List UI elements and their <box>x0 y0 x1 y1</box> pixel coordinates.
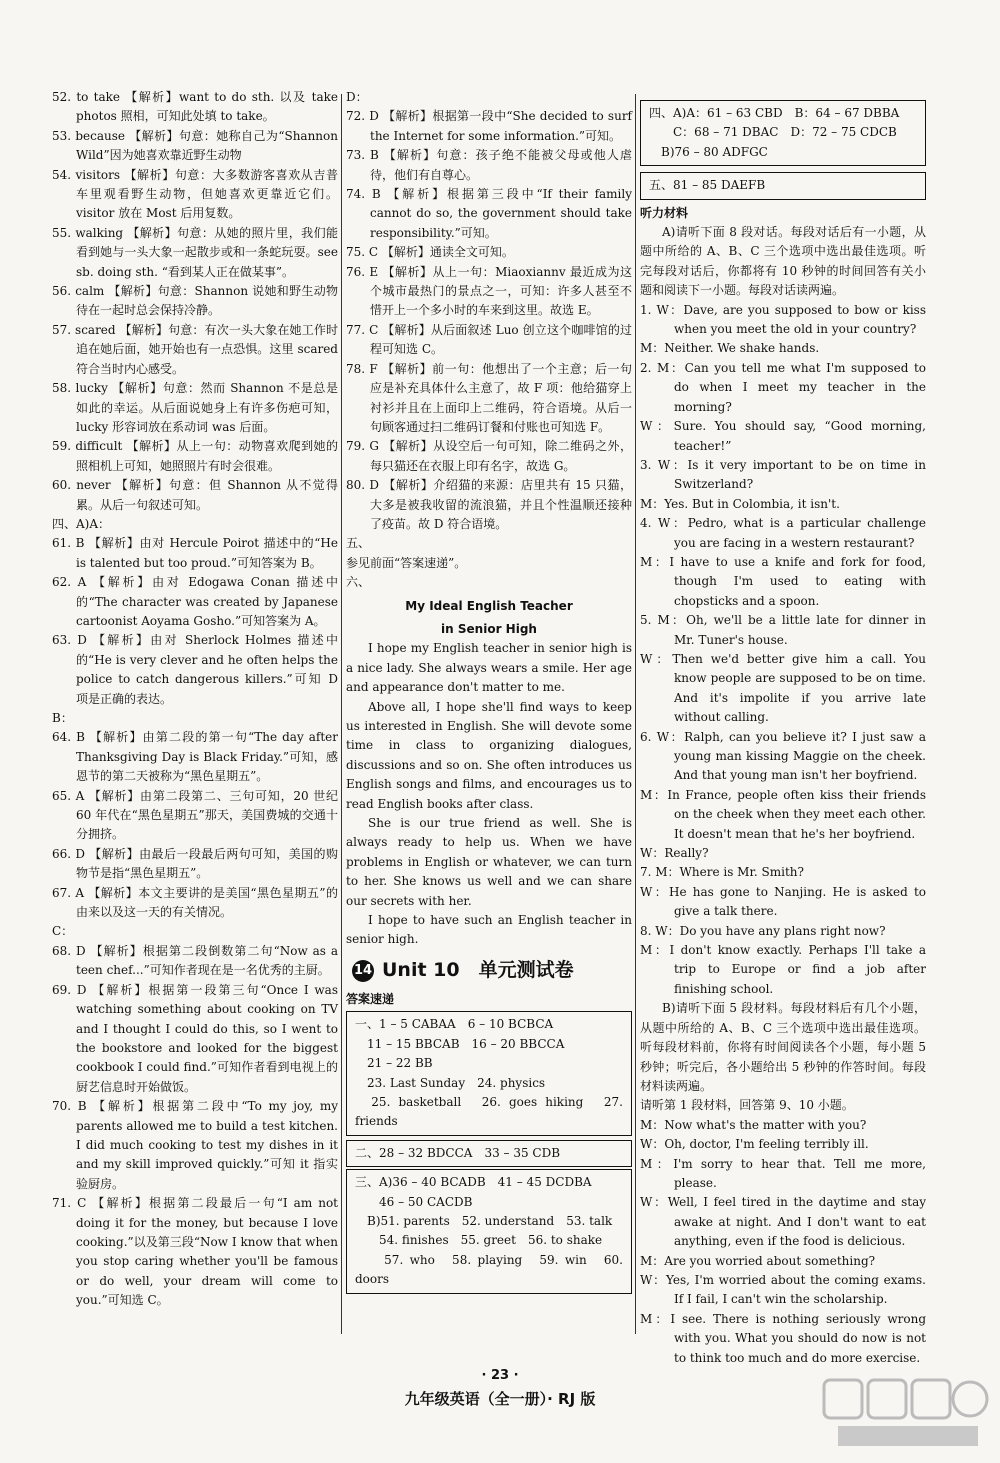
answer-item: 60. never 【解析】句意：但 Shannon 从不觉得累。从后一句叙述可知。 <box>52 478 338 512</box>
column-middle <box>346 88 632 1296</box>
dialogue-line: M：I'm sorry to hear that. Tell me more, please. <box>640 1156 926 1190</box>
unit-heading <box>352 960 632 982</box>
essay-paragraph: She is our true friend as well. She is always ready to help us. When we have problems in English or whatever, we can turn to her. She knows us well and we can share our secrets with her. <box>346 816 632 908</box>
answer-item: 72. D 【解析】根据第一段中“She decided to surf the Internet for some information.”可知。 <box>346 109 632 143</box>
listening-subheading: 请听第 1 段材料，回答第 9、10 小题。 <box>640 1098 854 1113</box>
answer-key-box <box>346 1169 632 1293</box>
answer-key-line: 23. Last Sunday 24. physics <box>355 1075 546 1090</box>
answer-item: 57. scared 【解析】句意：有次一头大象在她工作时追在她后面，她开始也有一点恐惧。这里 scared 符合当时内心感受。 <box>52 322 338 376</box>
answer-item: 73. B 【解析】句意：孩子绝不能被父母或他人虐待，他们有自尊心。 <box>346 148 632 182</box>
dialogue-line: 8. W：Do you have any plans right now? <box>640 923 886 938</box>
answer-key-line: 一、1 – 5 CABAA 6 – 10 BCBCA <box>355 1017 554 1032</box>
answer-item: 52. to take 【解析】want to do sth. 以及 take photos 照相，可知此处填 to take。 <box>52 90 338 124</box>
essay-title: My Ideal English Teacher <box>405 598 573 613</box>
answer-item: 53. because 【解析】句意：她称自己为“Shannon Wild”因为她喜欢靠近野生动物 <box>52 128 338 163</box>
essay-paragraph: I hope my English teacher in senior high is a nice lady. She always wears a smile. Her age and appearance don't matter to me. <box>346 641 632 695</box>
unit-title: Unit 10 单元测试卷 <box>382 959 574 982</box>
dialogue-line: M：Yes. But in Colombia, it isn't. <box>640 496 840 511</box>
answer-item: 77. C 【解析】从后面叙述 Luo 创立这个咖啡馆的过程可知选 C。 <box>346 322 632 357</box>
dialogue-line: M：I see. There is nothing seriously wrong with you. What you should do now is not to think too much and do more exercise. <box>640 1311 926 1365</box>
answer-item: 61. B 【解析】由对 Hercule Poirot 描述中的“He is talented but too proud.”可知答案为 B。 <box>52 536 338 570</box>
answer-item: 76. E 【解析】从上一句：Miaoxiannv 最近成为这个城市最热门的景点之一，可知：许多人甚至不惜开上一个多小时的车来到这里。故选 E。 <box>346 264 632 318</box>
answer-item: 56. calm 【解析】句意：Shannon 说她和野生动物待在一起时总会保持冷静。 <box>52 284 338 318</box>
column-left <box>52 88 338 1311</box>
dialogue-line: W：Yes, I'm worried about the coming exams. If I fail, I can't win the scholarship. <box>640 1272 926 1307</box>
answer-item: 80. D 【解析】介绍猫的来源：店里共有 15 只猫，大多是被我收留的流浪猫，并且个性温顺还接种了疫苗。故 D 符合语境。 <box>346 478 632 531</box>
answer-item: 54. visitors 【解析】句意：大多数游客喜欢从吉普车里观看野生动物，但她喜欢更靠近它们。visitor 放在 Most 后用复数。 <box>52 167 338 221</box>
answer-key-line: 54. finishes 55. greet 56. to shake <box>355 1233 603 1248</box>
answer-item: 69. D 【解析】根据第一段第三句“Once I was watching something about cooking on TV and I thought I could do this, so I went to the bookstore and looked for the biggest cookbook I could find.”可知作者看到电视上的厨艺信息时开始做饭。 <box>52 982 338 1094</box>
dialogue-line: W：He has gone to Nanjing. He is asked to give a talk there. <box>640 884 926 919</box>
page-number: · 23 · <box>481 1368 519 1383</box>
answer-key-line: 46 – 50 CACDB <box>355 1194 473 1209</box>
answer-item: D： <box>346 90 368 104</box>
answer-item: 71. C 【解析】根据第二段最后一句“I am not doing it for the money, but because I love cooking.”以及第三段“Now I know that when you stop caring whether you'll be famous or do well, your dream will come to you.”可知选 C。 <box>52 1196 338 1308</box>
dialogue-line: M：Now what's the matter with you? <box>640 1117 867 1132</box>
answer-key-line: 四、A)A：61 – 63 CBD B：64 – 67 DBBA <box>649 106 900 120</box>
answer-key-box <box>640 172 926 199</box>
answer-item: 四、A)A： <box>52 516 111 531</box>
dialogue-line: 4. W：Pedro, what is a particular challenge you are facing in a western restaurant? <box>640 516 926 550</box>
answer-item: 63. D 【解析】由对 Sherlock Holmes 描述中的“He is very clever and he often helps the police to catch dangerous killers.”可知 D 项是正确的表达。 <box>52 633 338 706</box>
dialogue-list <box>640 1116 926 1368</box>
answer-item: 55. walking 【解析】句意：从她的照片里，我们能看到她与一头大象一起散步或和一条蛇玩耍。see sb. doing sth. “看到某人正在做某事”。 <box>52 225 338 279</box>
column-divider <box>635 94 636 1334</box>
listening-instructions: A)请听下面 8 段对话。每段对话后有一小题，从题中所给的 A、B、C 三个选项中选出最佳选项。听完每段对话后，你都将有 10 秒钟的时间回答有关小题和阅读下一小题。每段对话读两遍。 <box>640 225 926 298</box>
answer-item: 66. D 【解析】由最后一段最后两句可知，美国的购物节是指“黑色星期五”。 <box>52 846 338 881</box>
answer-key-line: B)51. parents 52. understand 53. talk <box>355 1213 613 1228</box>
essay-paragraph: Above all, I hope she'll find ways to keep us interested in English. She will devote some time in class to organizing dialogues, discussions and so on. She often introduces us English songs and films, and encourages us to read English books after class. <box>346 699 632 811</box>
answer-item: 68. D 【解析】根据第二段倒数第二句“Now as a teen chef...”可知作者现在是一名优秀的主厨。 <box>52 943 338 978</box>
dialogue-line: 5. M：Oh, we'll be a little late for dinner in Mr. Tuner's house. <box>640 613 926 647</box>
answer-item: 78. F 【解析】前一句：他想出了一个主意；后一句应是补充具体什么主意了，故 F 项：他给猫穿上衬衫并且在上面印上二维码，符合语境。从后一句顾客通过扫二维码订餐和付账也可知选 F。 <box>346 361 632 434</box>
dialogue-line: M：I don't know exactly. Perhaps I'll take a trip to Europe or find a job after finishing school. <box>640 943 926 996</box>
dialogue-line: 7. M：Where is Mr. Smith? <box>640 865 804 880</box>
dialogue-line: 1. W：Dave, are you supposed to bow or kiss when you meet the old in your country? <box>640 302 926 337</box>
column-right <box>640 98 926 1368</box>
dialogue-line: W：Really? <box>640 846 709 861</box>
answer-key-box <box>346 1011 632 1135</box>
answer-key-line: 11 – 15 BBCAB 16 – 20 BBCCA <box>355 1036 565 1051</box>
answer-item: 65. A 【解析】由第二段第二、三句可知，20 世纪 60 年代在“黑色星期五”那天，美国费城的交通十分拥挤。 <box>52 788 338 842</box>
essay-paragraph: I hope to have such an English teacher in senior high. <box>346 913 632 947</box>
answer-item: 64. B 【解析】由第二段的第一句“The day after Thanksgiving Day is Black Friday.”可知，感恩节的第二天被称为“黑色星期五”。 <box>52 730 338 784</box>
dialogue-line: M：I have to use a knife and fork for food, though I'm used to eating with chopsticks and a spoon. <box>640 554 926 608</box>
unit-number-badge: 14 <box>352 960 374 982</box>
dialogue-line: W：Then we'd better give him a call. You know people are supposed to be on time. And it's impolite if you arrive late without calling. <box>640 651 926 725</box>
answer-explanations <box>346 88 632 593</box>
answer-key-line: B)76 – 80 ADFGC <box>649 144 768 159</box>
dialogue-line: M：In France, people often kiss their friends on the cheek when they meet each other. It doesn't mean that he's her boyfriend. <box>640 787 926 841</box>
answer-key-box <box>640 100 926 166</box>
dialogue-line: W：Well, I feel tired in the daytime and stay awake at night. And I don't want to eat anything, even if the food is delicious. <box>640 1195 926 1249</box>
answer-item: 59. difficult 【解析】从上一句：动物喜欢爬到她的照相机上可知，她照照片有时会很难。 <box>52 439 338 473</box>
watermark-logo <box>818 1372 990 1452</box>
dialogue-line: 2. M：Can you tell me what I'm supposed to do when I meet my teacher in the morning? <box>640 360 926 414</box>
essay-body <box>346 639 632 950</box>
answer-key-line: 五、81 – 85 DAEFB <box>649 178 766 193</box>
answer-item: 58. lucky 【解析】句意：然而 Shannon 不是总是如此的幸运。从后面说她身上有许多伤疤可知，lucky 形容词放在系动词 was 后面。 <box>52 381 338 434</box>
essay-subtitle: in Senior High <box>441 621 537 636</box>
listening-label: 听力材料 <box>640 205 689 220</box>
dialogue-line: M：Neither. We shake hands. <box>640 341 820 356</box>
answer-key-line: 57. who 58. playing 59. win 60. doors <box>355 1252 623 1287</box>
answer-item: 五、 <box>346 536 371 551</box>
answer-key-line: 三、A)36 – 40 BCADB 41 – 45 DCDBA <box>355 1175 592 1190</box>
answer-key-line: 25. basketball 26. goes hiking 27. friends <box>355 1094 623 1129</box>
answer-item: 79. G 【解析】从设空后一句可知，除二维码之外，每只猫还在衣服上印有名字，故选 G。 <box>346 439 632 473</box>
answer-key-line: 二、28 – 32 BDCCA 33 – 35 CDB <box>355 1145 561 1160</box>
listening-instructions-b: B)请听下面 5 段材料。每段材料后有几个小题，从题中所给的 A、B、C 三个选项中选出最佳选项。听每段材料前，你将有时间阅读各个小题，每小题 5 秒钟；听完后，各小题给出 5 秒钟的作答时间。每段材料读两遍。 <box>640 1001 926 1093</box>
dialogue-line: M：Are you worried about something? <box>640 1253 876 1268</box>
answer-key-line: C：68 – 71 DBAC D：72 – 75 CDCB <box>649 125 897 140</box>
answer-item: 六、 <box>346 575 371 590</box>
answer-item: 70. B 【解析】根据第二段中“To my joy, my parents allowed me to build a test kitchen. I did much cooking to test my dishes in it and my skill improved quickly.”可知 it 指实验厨房。 <box>52 1099 338 1191</box>
answer-item: 74. B 【解析】根据第三段中“If their family cannot do so, the government should take responsibility.”可知。 <box>346 187 632 240</box>
answer-item: 参见前面“答案速递”。 <box>346 555 467 570</box>
dialogue-line: 6. W：Ralph, can you believe it? I just saw a young man kissing Maggie on the cheek. And that young man isn't her boyfriend. <box>640 729 926 783</box>
dialogue-line: 3. W：Is it very important to be on time in Switzerland? <box>640 457 926 492</box>
column-divider <box>341 94 342 1334</box>
answer-item: C： <box>52 924 74 939</box>
answers-label: 答案速递 <box>346 991 395 1006</box>
page-footer: 九年级英语（全一册）· RJ 版 <box>404 1390 596 1408</box>
answer-item: 67. A 【解析】本文主要讲的是美国“黑色星期五”的由来以及这一天的有关情况。 <box>52 885 338 920</box>
answer-key-box <box>346 1140 632 1167</box>
dialogue-line: W：Oh, doctor, I'm feeling terribly ill. <box>640 1137 869 1152</box>
dialogue-list <box>640 301 926 1000</box>
dialogue-line: W：Sure. You should say, “Good morning, teacher!” <box>640 419 926 453</box>
answer-item: 75. C 【解析】通读全文可知。 <box>346 245 514 260</box>
answer-item: B： <box>52 711 73 725</box>
answer-key-line: 21 – 22 BB <box>355 1056 433 1071</box>
answer-item: 62. A 【解析】由对 Edogawa Conan 描述中的“The character was created by Japanese cartoonist Aoyama Gosho.”可知答案为 A。 <box>52 575 338 628</box>
